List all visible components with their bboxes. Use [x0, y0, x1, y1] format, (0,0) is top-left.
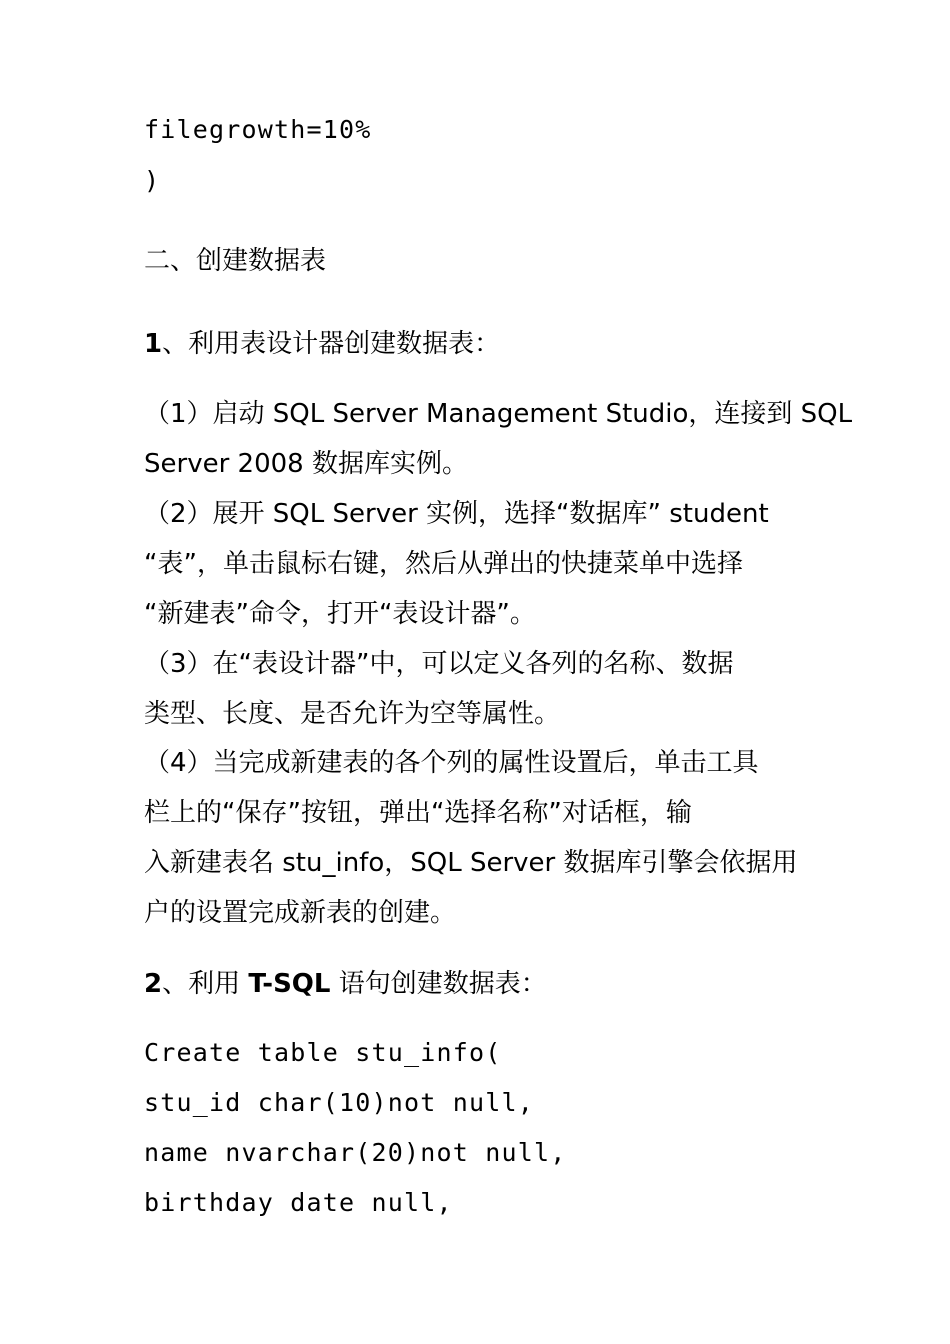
step-1-line-1: （1）启动 SQL Server Management Studio，连接到 SQL	[144, 399, 853, 429]
step-3-line-2: 类型、长度、是否允许为空等属性。	[144, 699, 561, 729]
step-4-line-3: 入新建表名 stu_info，SQL Server 数据库引擎会依据用	[144, 848, 798, 878]
subheading-number: 1	[144, 329, 163, 359]
code-line-stu-id: stu_id char(10)not null,	[144, 1088, 535, 1117]
step-4-line-1: （4）当完成新建表的各个列的属性设置后，单击工具	[144, 748, 759, 778]
subheading-title: 、利用表设计器创建数据表：	[162, 329, 501, 359]
subheading-rest: 语句创建数据表：	[330, 969, 547, 999]
section-heading: 二、创建数据表	[144, 246, 327, 276]
subheading-mid: 、利用	[162, 969, 249, 999]
code-line-name: name nvarchar(20)not null,	[144, 1138, 567, 1167]
code-line-create-table: Create table stu_info(	[144, 1038, 502, 1067]
subheading-tsql-term: T-SQL	[248, 969, 331, 999]
step-1-line-2: Server 2008 数据库实例。	[144, 449, 468, 479]
subheading-number: 2	[144, 969, 163, 999]
step-2-line-3: “新建表”命令，打开“表设计器”。	[144, 599, 536, 629]
subheading-tsql	[144, 968, 809, 1000]
step-2-line-2: “表”，单击鼠标右键，然后从弹出的快捷菜单中选择	[144, 549, 743, 579]
subheading-table-designer	[144, 328, 809, 360]
step-2-line-1: （2）展开 SQL Server 实例，选择“数据库” student	[144, 499, 769, 529]
step-4-line-2: 栏上的“保存”按钮，弹出“选择名称”对话框，输	[144, 798, 692, 828]
step-3-line-1: （3）在“表设计器”中，可以定义各列的名称、数据	[144, 649, 734, 679]
code-line-close-paren: )	[144, 166, 161, 195]
step-4-line-4: 户的设置完成新表的创建。	[144, 898, 457, 928]
code-line-birthday: birthday date null,	[144, 1188, 453, 1217]
code-line-filegrowth: filegrowth=10%	[144, 115, 372, 144]
